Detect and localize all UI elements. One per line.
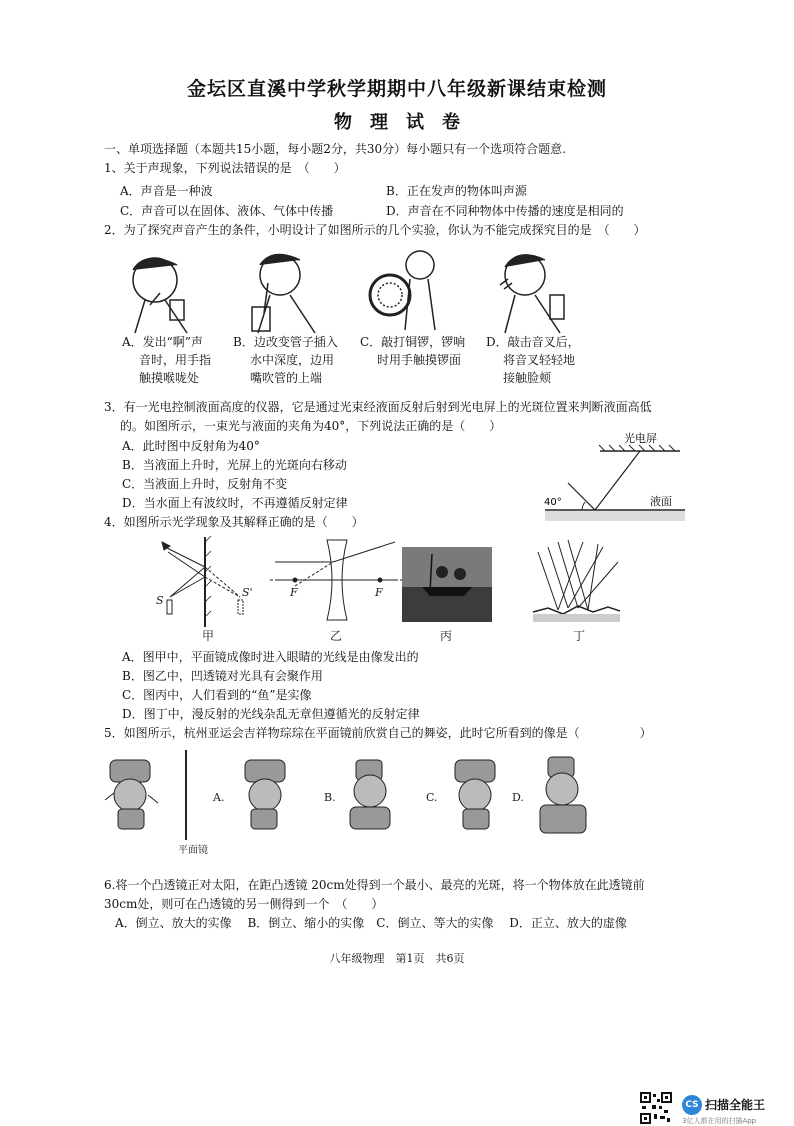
q3-stem-line1: 3．有一光电控制液面高度的仪器，它是通过光束经液面反射后射到光电屏上的光斑位置来判断液面高低 <box>104 400 652 414</box>
q6-options: A．倒立、放大的实像 B．倒立、缩小的实像 C．倒立、等大的实像 D．正立、放大的虚像 <box>115 916 627 930</box>
mascot-option-b <box>350 760 390 829</box>
exam-subtitle: 物理试卷 <box>334 112 478 133</box>
figure-yi-focus-left: F <box>290 586 298 599</box>
q1-option-c: C．声音可以在固体、液体、气体中传播 <box>120 204 334 218</box>
q1-option-a: A．声音是一种波 <box>120 184 213 198</box>
q4-option-b: B．图乙中，凹透镜对光具有会聚作用 <box>122 669 323 683</box>
q5-option-c-label: C. <box>426 791 438 804</box>
q3-option-b: B．当液面上升时，光屏上的光斑向右移动 <box>122 458 347 472</box>
boy-straw-illustration <box>252 255 315 333</box>
q5-mascot-figures <box>100 745 600 855</box>
q3-option-d: D．当水面上有波纹时，不再遵循反射定律 <box>122 496 348 510</box>
q1-stem: 1、关于声现象，下列说法错误的是 （ ） <box>104 161 346 175</box>
q5-option-b-label: B. <box>324 791 336 804</box>
q3-angle-label: 40° <box>544 497 562 508</box>
q6-stem-line1: 6.将一个凸透镜正对太阳，在距凸透镜 20cm处得到一个最小、最亮的光斑，将一个物体放在此透镜前 <box>104 878 645 892</box>
figure-bing-fishing-photo <box>402 547 492 643</box>
q2-option-b: B．边改变管子插入 水中深度，边用 嘴吹管的上端 <box>233 335 338 385</box>
q4-option-a: A．图甲中，平面镜成像时进入眼睛的光线是由像发出的 <box>122 650 419 664</box>
figure-ding-diffuse-reflection <box>533 540 620 643</box>
figure-label-ding: 丁 <box>573 629 586 643</box>
figure-yi-focus-right: F <box>375 586 383 599</box>
figure-yi-concave-lens <box>270 540 405 643</box>
q6-stem-line2: 30cm处，则可在凸透镜的另一侧得到一个 （ ） <box>104 897 384 911</box>
figure-jia-source-label: S <box>156 594 164 607</box>
q3-stem-line2: 的。如图所示，一束光与液面的夹角为40°，下列说法正确的是（ ） <box>120 419 502 433</box>
figure-label-bing: 丙 <box>440 629 453 643</box>
q5-stem: 5．如图所示，杭州亚运会吉祥物琮琮在平面镜前欣赏自己的舞姿，此时它所看到的像是（ ） <box>104 726 652 740</box>
q5-option-a-label: A. <box>213 791 225 804</box>
q3-reflection-diagram <box>540 425 690 525</box>
q3-liquid-label: 液面 <box>650 495 672 508</box>
q3-option-c: C．当液面上升时，反射角不变 <box>122 477 288 491</box>
section-heading: 一、单项选择题（本题共15小题，每小题2分，共30分）每小题只有一个选项符合题意. <box>104 142 566 156</box>
boy-throat-illustration <box>133 258 187 333</box>
figure-jia-plane-mirror <box>156 536 253 643</box>
q3-option-a: A．此时图中反射角为40° <box>122 439 260 453</box>
q1-option-b: B．正在发声的物体叫声源 <box>386 184 527 198</box>
q4-option-d: D．图丁中，漫反射的光线杂乱无章但遵循光的反射定律 <box>122 707 420 721</box>
q3-screen-label: 光电屏 <box>624 432 657 445</box>
figure-jia-image-label: S' <box>242 586 253 599</box>
mascot-option-c <box>455 760 495 829</box>
q4-option-c: C．图丙中，人们看到的“鱼”是实像 <box>122 688 312 702</box>
q2-option-a: A．发出“啊”声 音时，用手指 触摸喉咙处 <box>122 335 212 385</box>
figure-label-jia: 甲 <box>202 629 215 643</box>
mascot-original <box>105 760 158 829</box>
camscanner-logo-icon: CS <box>682 1095 702 1115</box>
scanner-tagline: 3亿人都在用的扫描App <box>682 1117 757 1125</box>
qr-code-icon <box>640 1092 672 1124</box>
q2-illustrations <box>115 245 575 335</box>
boy-tuning-fork-illustration <box>500 255 564 333</box>
q4-stem: 4．如图所示光学现象及其解释正确的是（ ） <box>104 515 364 529</box>
q2-option-c: C．敲打铜锣，锣响 时用手触摸锣面 <box>360 335 466 367</box>
boy-gong-illustration <box>370 251 435 330</box>
mascot-option-d <box>540 757 586 833</box>
mascot-option-a <box>245 760 285 829</box>
q4-figures <box>150 532 620 644</box>
q2-option-d: D．敲击音叉后， 将音叉轻轻地 接触脸颊 <box>486 335 580 385</box>
plane-mirror-label: 平面镜 <box>178 845 208 855</box>
figure-label-yi: 乙 <box>330 629 343 643</box>
q2-stem: 2．为了探究声音产生的条件，小明设计了如图所示的几个实验，你认为不能完成探究目的是 （ ） <box>104 223 646 237</box>
scanner-watermark <box>682 1094 766 1125</box>
exam-title: 金坛区直溪中学秋学期期中八年级新课结束检测 <box>186 78 607 100</box>
q1-option-d: D．声音在不同种物体中传播的速度是相同的 <box>386 204 624 218</box>
scanner-app-name: 扫描全能王 <box>705 1098 766 1112</box>
q5-option-d-label: D. <box>512 791 524 804</box>
page-footer: 八年级物理 第1页 共6页 <box>329 952 465 965</box>
